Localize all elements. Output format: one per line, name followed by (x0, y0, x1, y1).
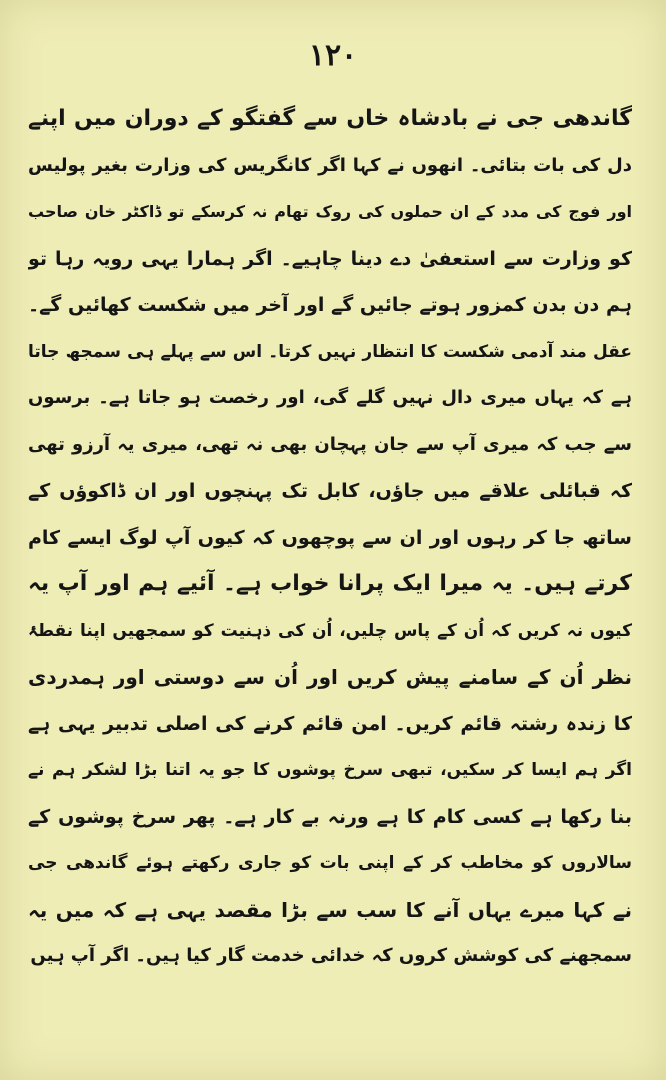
text-line-17: سالاروں کو مخاطب کر کے اپنی بات کو جاری رکھتے ہوئے گاندھی جی (28, 853, 632, 873)
text-line-3: اور فوج کی مدد کے ان حملوں کی روک تھام نہ کرسکے تو ڈاکٹر خان صاحب (28, 202, 632, 221)
text-line-11: کرتے ہیں۔ یہ میرا ایک پرانا خواب ہے۔ آئیے ہم اور آپ یہ (28, 571, 632, 596)
text-line-19: سمجھنے کی کوشش کروں کہ خدائی خدمت گار کیا ہیں۔ اگر آپ ہیں (30, 945, 632, 966)
text-line-8: سے جب کہ میری آپ سے جان پہچان بھی نہ تھی، میری یہ آرزو تھی (28, 433, 632, 455)
text-line-4: کو وزارت سے استعفیٰ دے دینا چاہیے۔ اگر ہمارا یہی رویہ رہا تو (28, 247, 632, 270)
text-line-13: نظر اُن کے سامنے پیش کریں اور اُن سے دوستی اور ہمدردی (28, 665, 632, 689)
text-line-7: ہے کہ یہاں میری دال نہیں گلے گی، اور رخصت ہو جاتا ہے۔ برسوں (28, 387, 632, 408)
text-line-15: اگر ہم ایسا کر سکیں، تبھی سرخ پوشوں کا جو یہ اتنا بڑا لشکر ہم نے (28, 760, 632, 780)
text-line-12: کیوں نہ کریں کہ اُن کے پاس چلیں، اُن کی ذہنیت کو سمجھیں اپنا نقطۂ (28, 620, 632, 641)
text-line-2: دل کی بات بتائی۔ انھوں نے کہا اگر کانگریس کی وزارت بغیر پولیس (28, 154, 632, 176)
text-line-5: ہم دن بدن کمزور ہوتے جائیں گے اور آخر میں شکست کھائیں گے۔ (28, 294, 632, 316)
text-line-1: گاندھی جی نے بادشاہ خاں سے گفتگو کے دوران میں اپنے (28, 106, 632, 131)
page-number: ۱۲۰ (308, 38, 358, 73)
text-line-9: کہ قبائلی علاقے میں جاؤں، کابل تک پہنچوں اور ان ڈاکوؤں کے (28, 480, 632, 502)
text-line-10: ساتھ جا کر رہوں اور ان سے پوچھوں کہ کیوں آپ لوگ ایسے کام (28, 526, 632, 549)
text-line-18: نے کہا میرے یہاں آنے کا سب سے بڑا مقصد یہی ہے کہ میں یہ (28, 897, 632, 922)
text-line-14: کا زندہ رشتہ قائم کریں۔ امن قائم کرنے کی اصلی تدبیر یہی ہے (28, 712, 632, 735)
text-line-6: عقل مند آدمی شکست کا انتظار نہیں کرتا۔ اس سے پہلے ہی سمجھ جاتا (28, 341, 632, 362)
urdu-text-body (28, 96, 632, 980)
text-line-16: بنا رکھا ہے کسی کام کا ہے ورنہ بے کار ہے۔ پھر سرخ پوشوں کے (28, 805, 632, 828)
